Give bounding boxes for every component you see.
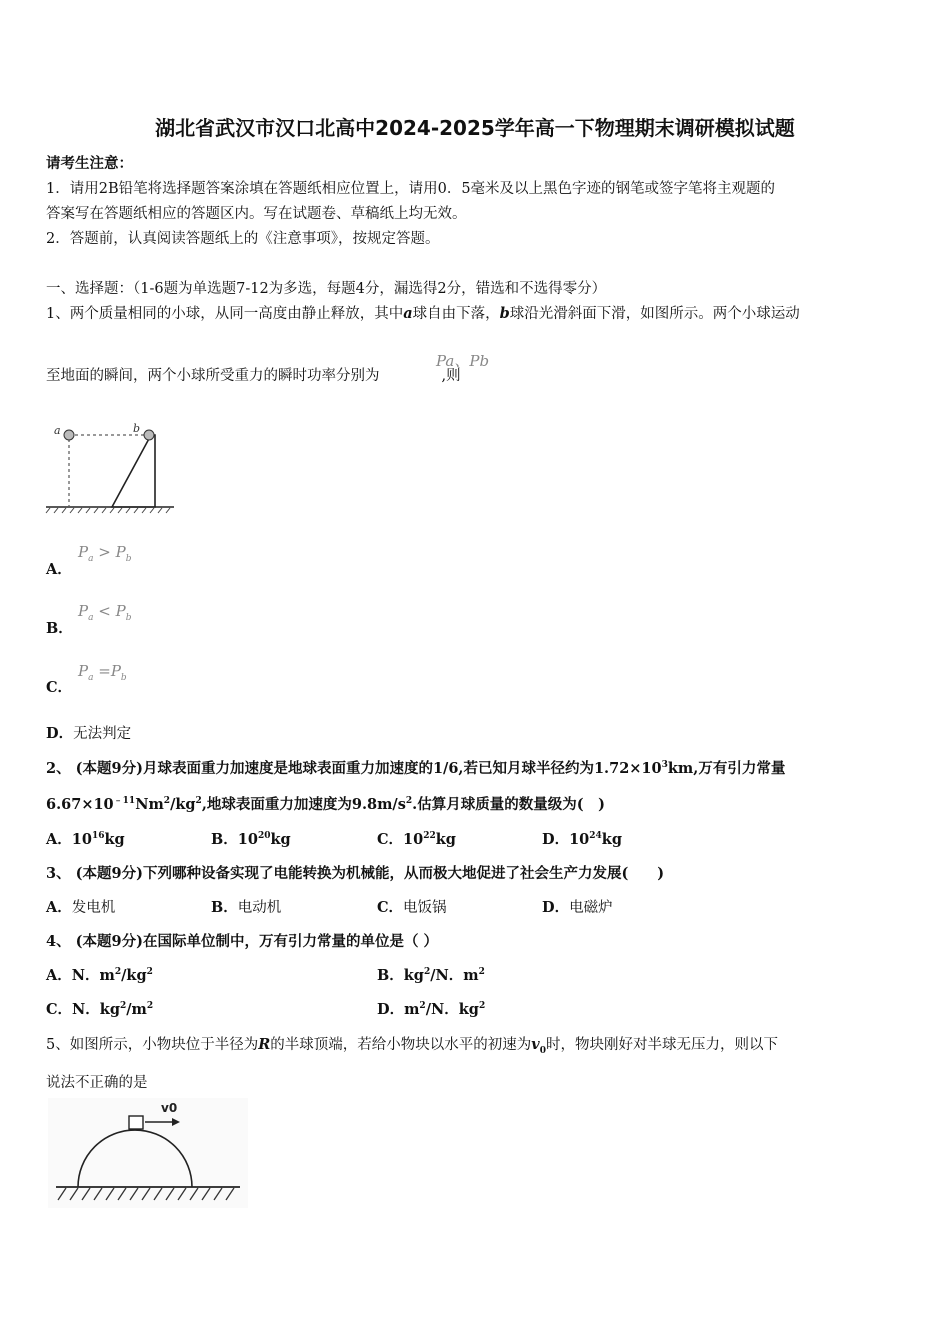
q3-option-a[interactable]: A．发电机 xyxy=(46,899,116,916)
q1-figure xyxy=(44,420,179,515)
q1-option-c-formula: $P_a =P_b$ xyxy=(78,662,127,683)
q1-stem-line-1: 1、两个质量相同的小球，从同一高度由静止释放，其中a球自由下落，b球沿光滑斜面下滑，如图所示。两个小球运动 xyxy=(46,305,800,322)
q1-stem-line-2: 至地面的瞬间，两个小球所受重力的瞬时功率分别为 ,则 xyxy=(46,368,461,384)
q4-option-a[interactable]: A．N．$m^2/kg^2$ xyxy=(46,967,153,984)
q2-option-a[interactable]: A．$10^{16}kg$ xyxy=(46,831,125,848)
velocity-label: v0 xyxy=(161,1101,178,1115)
label-a: a xyxy=(54,424,61,437)
label-b: b xyxy=(133,422,141,435)
q4-option-b[interactable]: B．$kg^2/N$．$m^2$ xyxy=(377,967,485,984)
q5-stem-line-1: 5、如图所示，小物块位于半径为R的半球顶端，若给小物块以水平的初速为$v_0$时，物块刚好对半球无压力，则以下 xyxy=(46,1036,778,1056)
notice-heading: 请考生注意： xyxy=(46,155,133,172)
q2-option-c[interactable]: C．$10^{22}kg$ xyxy=(377,831,456,848)
section-heading: 一、选择题：（1-6题为单选题7-12为多选，每题4分，漏选得2分，错选和不选得零分） xyxy=(46,281,607,297)
block xyxy=(129,1116,143,1129)
q2-stem-line-1: 2、 (本题9分)月球表面重力加速度是地球表面重力加速度的1/6,若已知月球半径约为$1.72\times 10^3km$,万有引力常量 xyxy=(46,760,786,777)
q5-stem-line-2: 说法不正确的是 xyxy=(46,1075,148,1091)
ball-b xyxy=(144,430,154,440)
q2-option-b[interactable]: B．$10^{20}kg$ xyxy=(211,831,291,848)
q1-option-b-formula: $P_a < P_b$ xyxy=(78,602,132,623)
q3-option-b[interactable]: B．电动机 xyxy=(211,899,282,916)
q2-stem-line-2: $6.67\times 10^{﹣11}Nm^2/kg^2$,地球表面重力加速度为$9.8m/s^2$.估算月球质量的数量级为( ) xyxy=(46,796,605,813)
notice-line-3: 2．答题前，认真阅读答题纸上的《注意事项》，按规定答题。 xyxy=(46,231,440,247)
q4-option-c[interactable]: C．N．$kg^2/m^2$ xyxy=(46,1001,154,1018)
q1-option-a-formula: $P_a > P_b$ xyxy=(78,543,132,564)
q1-option-b[interactable]: B． xyxy=(46,620,73,637)
notice-line-1: 1．请用2B铅笔将选择题答案涂填在答题纸相应位置上，请用0．5毫米及以上黑色字迹的钢笔或签字笔将主观题的 xyxy=(46,181,776,197)
q1-option-c[interactable]: C． xyxy=(46,679,73,696)
q1-option-a[interactable]: A． xyxy=(46,561,72,578)
ball-a xyxy=(64,430,74,440)
page-title: 湖北省武汉市汉口北高中2024-2025学年高一下物理期末调研模拟试题 xyxy=(155,116,795,140)
q1-option-d[interactable]: D．无法判定 xyxy=(46,725,132,742)
incline xyxy=(112,435,155,507)
q3-option-d[interactable]: D．电磁炉 xyxy=(542,899,613,916)
q4-option-d[interactable]: D．$m^2/N$．$kg^2$ xyxy=(377,1001,486,1018)
notice-line-2: 答案写在答题纸相应的答题区内。写在试题卷、草稿纸上均无效。 xyxy=(46,206,467,222)
q5-figure xyxy=(48,1098,248,1208)
ground-hatch xyxy=(46,508,170,513)
q3-option-c[interactable]: C．电饭锅 xyxy=(377,899,447,916)
q1-power-formula: Pa、Pb xyxy=(436,352,490,370)
q3-stem: 3、 (本题9分)下列哪种设备实现了电能转换为机械能，从而极大地促进了社会生产力发展( ) xyxy=(46,865,665,882)
q4-stem: 4、 (本题9分)在国际单位制中，万有引力常量的单位是（ ） xyxy=(46,933,438,950)
q2-option-d[interactable]: D．$10^{24}kg$ xyxy=(542,831,622,848)
